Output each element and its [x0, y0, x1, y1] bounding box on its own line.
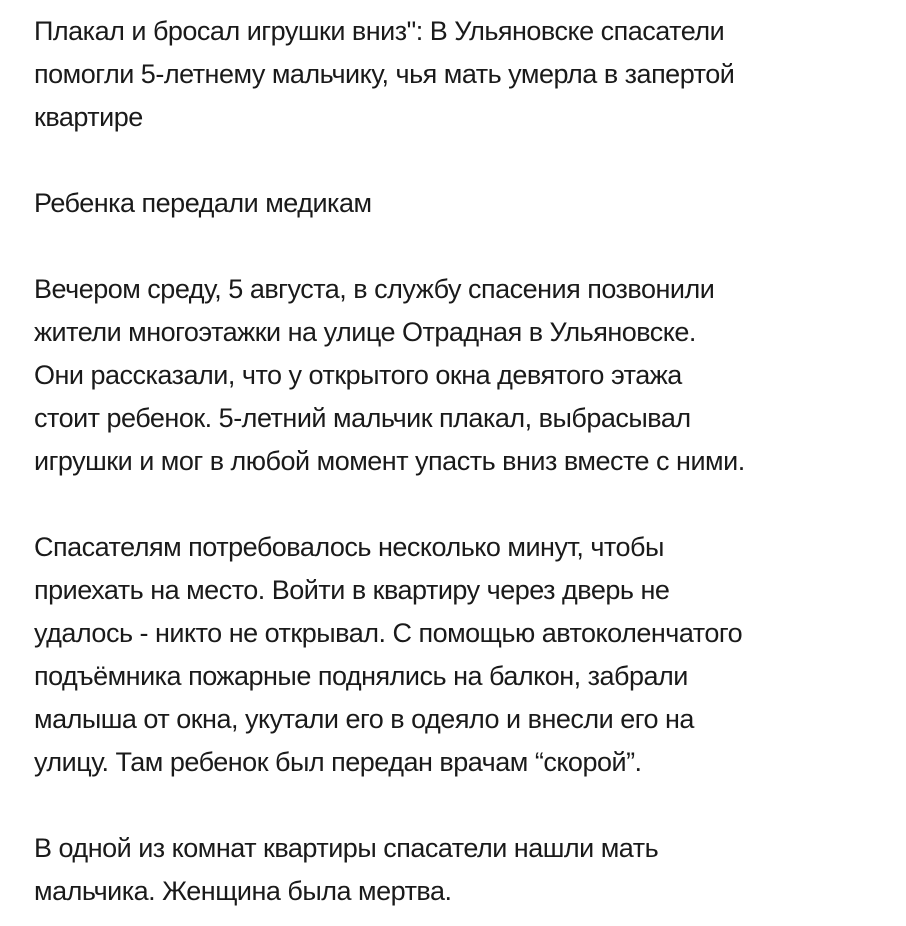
article-subtitle [34, 182, 886, 225]
article-title [34, 10, 886, 139]
paragraph-line: улицу. Там ребенок был передан врачам “скорой”. [34, 747, 642, 777]
paragraph-line: Они рассказали, что у открытого окна девятого этажа [34, 360, 682, 390]
paragraph-line: Спасателям потребовалось несколько минут, чтобы [34, 532, 664, 562]
paragraph-line: стоит ребенок. 5-летний мальчик плакал, выбрасывал [34, 403, 691, 433]
paragraph-line: Вечером среду, 5 августа, в службу спасения позвонили [34, 274, 715, 304]
paragraph-mother [34, 827, 886, 913]
paragraph-line: жители многоэтажки на улице Отрадная в Ульяновске. [34, 317, 696, 347]
paragraph-line: В одной из комнат квартиры спасатели нашли мать [34, 833, 659, 863]
paragraph-line: удалось - никто не открывал. С помощью автоколенчатого [34, 618, 743, 648]
title-line: Плакал и бросал игрушки вниз": В Ульяновске спасатели [34, 16, 725, 46]
paragraph-line: мальчика. Женщина была мертва. [34, 876, 452, 906]
paragraph-line: приехать на место. Войти в квартиру через дверь не [34, 575, 670, 605]
paragraph-line: малыша от окна, укутали его в одеяло и внесли его на [34, 704, 694, 734]
paragraph-rescue [34, 526, 886, 784]
paragraph-line: игрушки и мог в любой момент упасть вниз вместе с ними. [34, 446, 745, 476]
paragraph-line: подъёмника пожарные поднялись на балкон, забрали [34, 661, 688, 691]
paragraph-call [34, 268, 886, 483]
title-line: квартире [34, 102, 143, 132]
subtitle-line: Ребенка передали медикам [34, 188, 372, 218]
title-line: помогли 5-летнему мальчику, чья мать умерла в запертой [34, 59, 735, 89]
